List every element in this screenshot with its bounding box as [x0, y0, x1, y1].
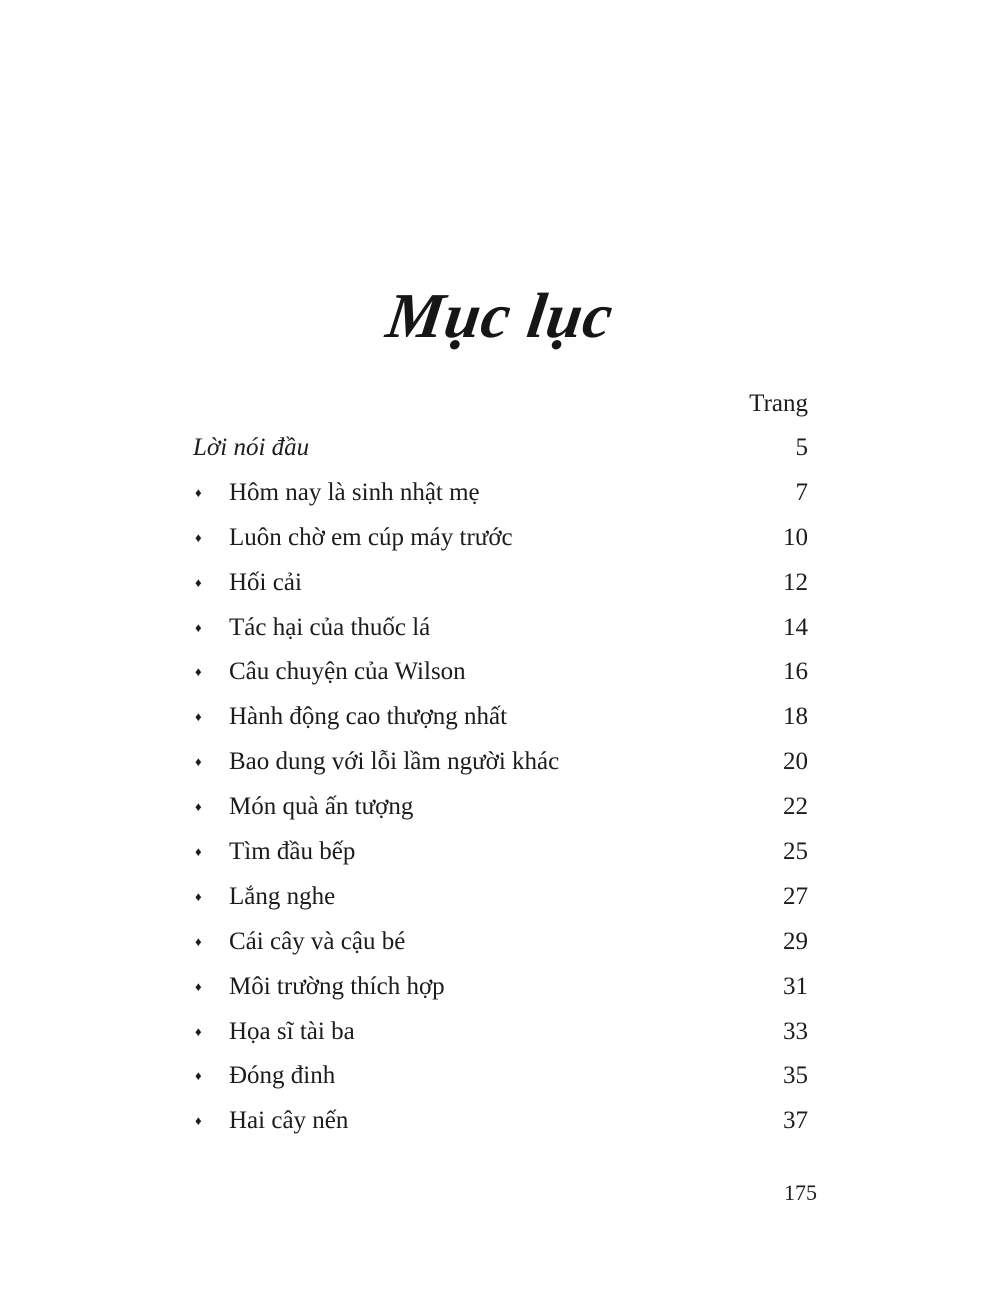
toc-entry-label: Lắng nghe [229, 882, 336, 910]
toc-entry-page: 14 [783, 613, 808, 641]
toc-entry-page: 27 [783, 882, 808, 910]
toc-entry[interactable] [193, 1010, 808, 1055]
toc-entry[interactable] [193, 740, 808, 785]
toc-entry-page: 16 [783, 658, 808, 686]
toc-entry-label: Cái cây và cậu bé [229, 927, 406, 955]
toc-entry[interactable] [193, 830, 808, 875]
diamond-bullet-icon: ♦ [195, 754, 202, 770]
toc-entry-label: Đóng đinh [229, 1062, 336, 1090]
toc-entry[interactable] [193, 561, 808, 606]
toc-entry-page: 18 [783, 703, 808, 731]
toc-entry[interactable] [193, 785, 808, 830]
toc-entry-page: 10 [783, 523, 808, 551]
diamond-bullet-icon: ♦ [195, 709, 202, 725]
toc-entry-label: Câu chuyện của Wilson [229, 658, 466, 686]
toc-entry-label: Môi trường thích hợp [229, 972, 445, 1000]
toc-entry-page: 22 [783, 793, 808, 821]
toc-entry-page: 31 [783, 972, 808, 1000]
toc-entry[interactable] [193, 920, 808, 965]
table-of-contents [193, 382, 808, 1144]
diamond-bullet-icon: ♦ [195, 574, 202, 590]
toc-entry[interactable] [193, 606, 808, 651]
diamond-bullet-icon: ♦ [195, 619, 202, 635]
page-column-header: Trang [749, 390, 808, 417]
toc-entry[interactable] [193, 516, 808, 561]
toc-entry-page: 7 [795, 478, 808, 506]
toc-entry[interactable] [193, 965, 808, 1010]
toc-entry[interactable] [193, 471, 808, 516]
toc-entry-label: Món quà ấn tượng [229, 793, 414, 821]
diamond-bullet-icon: ♦ [195, 1068, 202, 1084]
toc-entry-page: 20 [783, 748, 808, 776]
toc-entry[interactable] [193, 650, 808, 695]
toc-entry-label: Họa sĩ tài ba [229, 1017, 355, 1045]
toc-entry[interactable] [193, 875, 808, 920]
toc-entry-page: 12 [783, 568, 808, 596]
diamond-bullet-icon: ♦ [195, 529, 202, 545]
diamond-bullet-icon: ♦ [195, 888, 202, 904]
toc-entry[interactable] [193, 1099, 808, 1144]
toc-entry-page: 25 [783, 838, 808, 866]
toc-entry-label: Hối cải [229, 568, 302, 596]
diamond-bullet-icon: ♦ [195, 844, 202, 860]
toc-entry-page: 33 [783, 1017, 808, 1045]
toc-entry-label: Bao dung với lỗi lầm người khác [229, 748, 560, 776]
diamond-bullet-icon: ♦ [195, 1113, 202, 1129]
toc-entry-label: Lời nói đầu [193, 434, 310, 461]
toc-entry-page: 35 [783, 1062, 808, 1090]
diamond-bullet-icon: ♦ [195, 978, 202, 994]
toc-entry-label: Tác hại của thuốc lá [229, 613, 431, 641]
toc-entry-intro[interactable] [193, 426, 808, 471]
toc-entry[interactable] [193, 695, 808, 740]
toc-entry-label: Hôm nay là sinh nhật mẹ [229, 478, 480, 506]
toc-entry-page: 5 [795, 434, 808, 461]
toc-entry-label: Luôn chờ em cúp máy trước [229, 523, 513, 551]
diamond-bullet-icon: ♦ [195, 484, 202, 500]
page-number: 175 [784, 1180, 817, 1205]
toc-entry-label: Hành động cao thượng nhất [229, 703, 508, 731]
toc-entry[interactable] [193, 1054, 808, 1099]
page-title: Mục lục [382, 279, 618, 351]
diamond-bullet-icon: ♦ [195, 664, 202, 680]
toc-entry-label: Hai cây nến [229, 1107, 349, 1135]
diamond-bullet-icon: ♦ [195, 933, 202, 949]
diamond-bullet-icon: ♦ [195, 799, 202, 815]
toc-entry-page: 29 [783, 927, 808, 955]
toc-entry-label: Tìm đầu bếp [229, 838, 356, 866]
toc-entry-page: 37 [783, 1107, 808, 1135]
diamond-bullet-icon: ♦ [195, 1023, 202, 1039]
